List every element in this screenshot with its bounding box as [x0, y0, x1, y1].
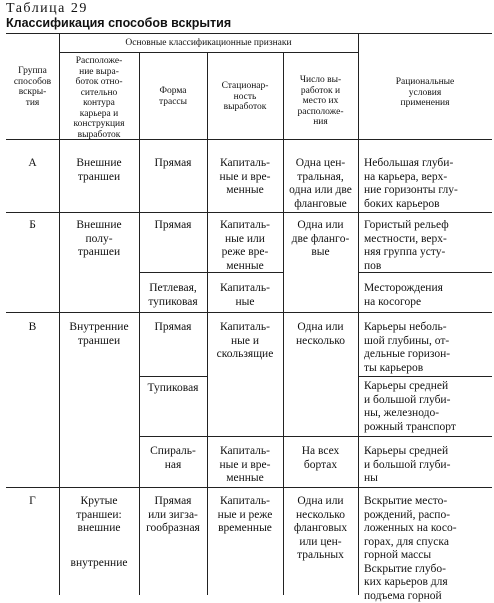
row-g-count — [283, 495, 358, 563]
rule-main-header — [59, 52, 358, 53]
header-location-line: ние выра- — [59, 67, 139, 78]
cell-line: фланговые — [283, 198, 358, 212]
cell-line: ложенных на косо- — [364, 522, 490, 536]
row-v-route-3 — [139, 445, 207, 472]
header-conditions-line: применения — [358, 98, 492, 109]
cell-line: несколько — [283, 335, 358, 349]
cell-line: Капиталь- — [207, 219, 283, 233]
cell-line: менные — [207, 472, 283, 486]
cell-line: ные или — [207, 233, 283, 247]
rule-v-split-1 — [139, 376, 207, 377]
cell-line: Петлевая, — [139, 282, 207, 296]
row-g-location-1 — [59, 495, 139, 536]
cell-line: внешние — [59, 522, 139, 536]
header-main: Основные классификационные признаки — [59, 38, 358, 49]
cell-line: Одна или — [283, 321, 358, 335]
header-location-line: конструкция — [59, 119, 139, 130]
cell-line: Капиталь- — [207, 157, 283, 171]
cell-line: ние горизонты глу- — [364, 184, 490, 198]
cell-line: ные и реже — [207, 509, 283, 523]
header-group-line: вскры- — [6, 87, 59, 98]
cell-line: Вскрытие глубо- — [364, 563, 490, 577]
row-v-stationarity-1 — [207, 321, 283, 362]
cell-line: бортах — [283, 459, 358, 473]
cell-line: ты карьеров — [364, 362, 490, 376]
header-group-line: Группа — [6, 66, 59, 77]
row-v-conditions-2 — [364, 380, 490, 434]
cell-line: ких карьеров для — [364, 576, 490, 590]
cell-line: Одна или — [283, 219, 358, 233]
rule-v-split-2 — [139, 436, 492, 437]
cell-line: гообразная — [139, 522, 207, 536]
row-g-conditions — [364, 495, 490, 603]
cell-line: временные — [207, 522, 283, 536]
cell-line: Небольшая глуби- — [364, 157, 490, 171]
cell-line: Месторождения — [364, 282, 490, 296]
cell-line: на карьера, верх- — [364, 171, 490, 185]
cell-line: няя группа усту- — [364, 246, 490, 260]
row-b-count — [283, 219, 358, 260]
cell-line: и большой глуби- — [364, 459, 490, 473]
cell-line: рожный транспорт — [364, 421, 490, 435]
row-b-stationarity-1 — [207, 219, 283, 273]
header-stationarity-line: выработок — [207, 102, 283, 113]
cell-line: рождений, распо- — [364, 509, 490, 523]
header-stationarity — [207, 81, 283, 113]
row-g-route — [139, 495, 207, 536]
cell-line: Прямая — [139, 495, 207, 509]
row-b-conditions-2 — [364, 282, 490, 309]
header-route-line: трассы — [139, 97, 207, 108]
cell-line: тральных — [283, 549, 358, 563]
row-v-route-2: Тупиковая — [139, 382, 207, 396]
cell-line: реже вре- — [207, 246, 283, 260]
row-v-group: В — [6, 321, 59, 335]
cell-line: Карьеры средней — [364, 380, 490, 394]
cell-line: ные — [207, 296, 283, 310]
header-conditions-line: Рациональные — [358, 77, 492, 88]
cell-line: или цен- — [283, 536, 358, 550]
header-location-line: контура — [59, 98, 139, 109]
header-location — [59, 56, 139, 140]
cell-line: менные — [207, 260, 283, 274]
cell-line: траншеи — [59, 246, 139, 260]
header-group — [6, 66, 59, 108]
header-conditions-line: условия — [358, 88, 492, 99]
row-b-conditions-1 — [364, 219, 490, 273]
header-stationarity-line: ность — [207, 92, 283, 103]
table-title: Классификация способов вскрытия — [6, 17, 231, 31]
cell-line: ные и вре- — [207, 459, 283, 473]
cell-line: или зигза- — [139, 509, 207, 523]
rule-a-bottom — [6, 212, 492, 213]
cell-line: ны, железнодо- — [364, 407, 490, 421]
cell-line: подъема горной — [364, 590, 490, 603]
header-location-line: выработок — [59, 130, 139, 141]
cell-line: менные — [207, 184, 283, 198]
cell-line: дельные горизон- — [364, 348, 490, 362]
row-b-route-2 — [139, 282, 207, 309]
row-b-location — [59, 219, 139, 260]
row-v-count-1 — [283, 321, 358, 348]
header-count-line: работок и — [283, 86, 358, 97]
header-conditions — [358, 77, 492, 109]
rule-b-bottom — [6, 312, 492, 313]
cell-line: фланговых — [283, 522, 358, 536]
header-count-line: место их — [283, 96, 358, 107]
col-rule-5 — [358, 33, 359, 595]
row-g-group: Г — [6, 495, 59, 509]
cell-line: горах, для спуска — [364, 536, 490, 550]
row-v-conditions-1 — [364, 321, 490, 375]
cell-line: тупиковая — [139, 296, 207, 310]
header-location-line: сительно — [59, 88, 139, 99]
header-location-line: боток отно- — [59, 77, 139, 88]
cell-line: траншеи — [59, 171, 139, 185]
rule-b-split — [139, 272, 207, 273]
cell-line: и большой глуби- — [364, 394, 490, 408]
cell-line: Карьеры неболь- — [364, 321, 490, 335]
cell-line: на косогоре — [364, 296, 490, 310]
row-g-stationarity — [207, 495, 283, 536]
header-route — [139, 86, 207, 107]
rule-top — [6, 33, 492, 34]
cell-line: траншеи — [59, 335, 139, 349]
cell-line: Одна цен- — [283, 157, 358, 171]
row-a-location — [59, 157, 139, 184]
row-v-stationarity-3 — [207, 445, 283, 486]
row-a-stationarity — [207, 157, 283, 198]
cell-line: ные и вре- — [207, 171, 283, 185]
header-count-line: расположе- — [283, 107, 358, 118]
cell-line: Внутренние — [59, 321, 139, 335]
header-location-line: Расположе- — [59, 56, 139, 67]
cell-line: Внешние — [59, 219, 139, 233]
cell-line: Спираль- — [139, 445, 207, 459]
row-g-location-2: внутренние — [59, 557, 139, 571]
cell-line: пов — [364, 260, 490, 274]
cell-line: Капиталь- — [207, 321, 283, 335]
cell-line: боких карьеров — [364, 198, 490, 212]
cell-line: Вскрытие место- — [364, 495, 490, 509]
row-v-location — [59, 321, 139, 348]
cell-line: местности, верх- — [364, 233, 490, 247]
row-a-group: А — [6, 157, 59, 171]
cell-line: ные и — [207, 335, 283, 349]
cell-line: одна или две — [283, 184, 358, 198]
cell-line: Капиталь- — [207, 495, 283, 509]
row-a-conditions — [364, 157, 490, 211]
header-count — [283, 75, 358, 128]
cell-line: горной массы — [364, 549, 490, 563]
cell-line: траншеи: — [59, 509, 139, 523]
header-group-line: тия — [6, 98, 59, 109]
rule-v-bottom — [6, 487, 492, 488]
cell-line: Внешние — [59, 157, 139, 171]
cell-line: ная — [139, 459, 207, 473]
header-route-line: Форма — [139, 86, 207, 97]
cell-line: Гористый рельеф — [364, 219, 490, 233]
row-v-count-3 — [283, 445, 358, 472]
cell-line: На всех — [283, 445, 358, 459]
row-a-route: Прямая — [139, 157, 207, 171]
cell-line: шой глубины, от- — [364, 335, 490, 349]
row-b-group: Б — [6, 219, 59, 233]
cell-line: Карьеры средней — [364, 445, 490, 459]
table-number: Таблица 29 — [6, 2, 88, 16]
row-v-conditions-3 — [364, 445, 490, 486]
rule-v-split-1c — [358, 376, 492, 377]
row-b-route-1: Прямая — [139, 219, 207, 233]
row-v-route-1: Прямая — [139, 321, 207, 335]
cell-line: несколько — [283, 509, 358, 523]
header-stationarity-line: Стационар- — [207, 81, 283, 92]
cell-line: Капиталь- — [207, 445, 283, 459]
header-group-line: способов — [6, 77, 59, 88]
cell-line: Одна или — [283, 495, 358, 509]
cell-line: скользящие — [207, 348, 283, 362]
cell-line: Капиталь- — [207, 282, 283, 296]
row-a-count — [283, 157, 358, 211]
header-location-line: карьера и — [59, 109, 139, 120]
header-count-line: Число вы- — [283, 75, 358, 86]
cell-line: тральная, — [283, 171, 358, 185]
row-b-stationarity-2 — [207, 282, 283, 309]
cell-line: две флангo- — [283, 233, 358, 247]
cell-line: вые — [283, 246, 358, 260]
cell-line: ны — [364, 472, 490, 486]
cell-line: Крутые — [59, 495, 139, 509]
cell-line: полу- — [59, 233, 139, 247]
header-count-line: ния — [283, 117, 358, 128]
